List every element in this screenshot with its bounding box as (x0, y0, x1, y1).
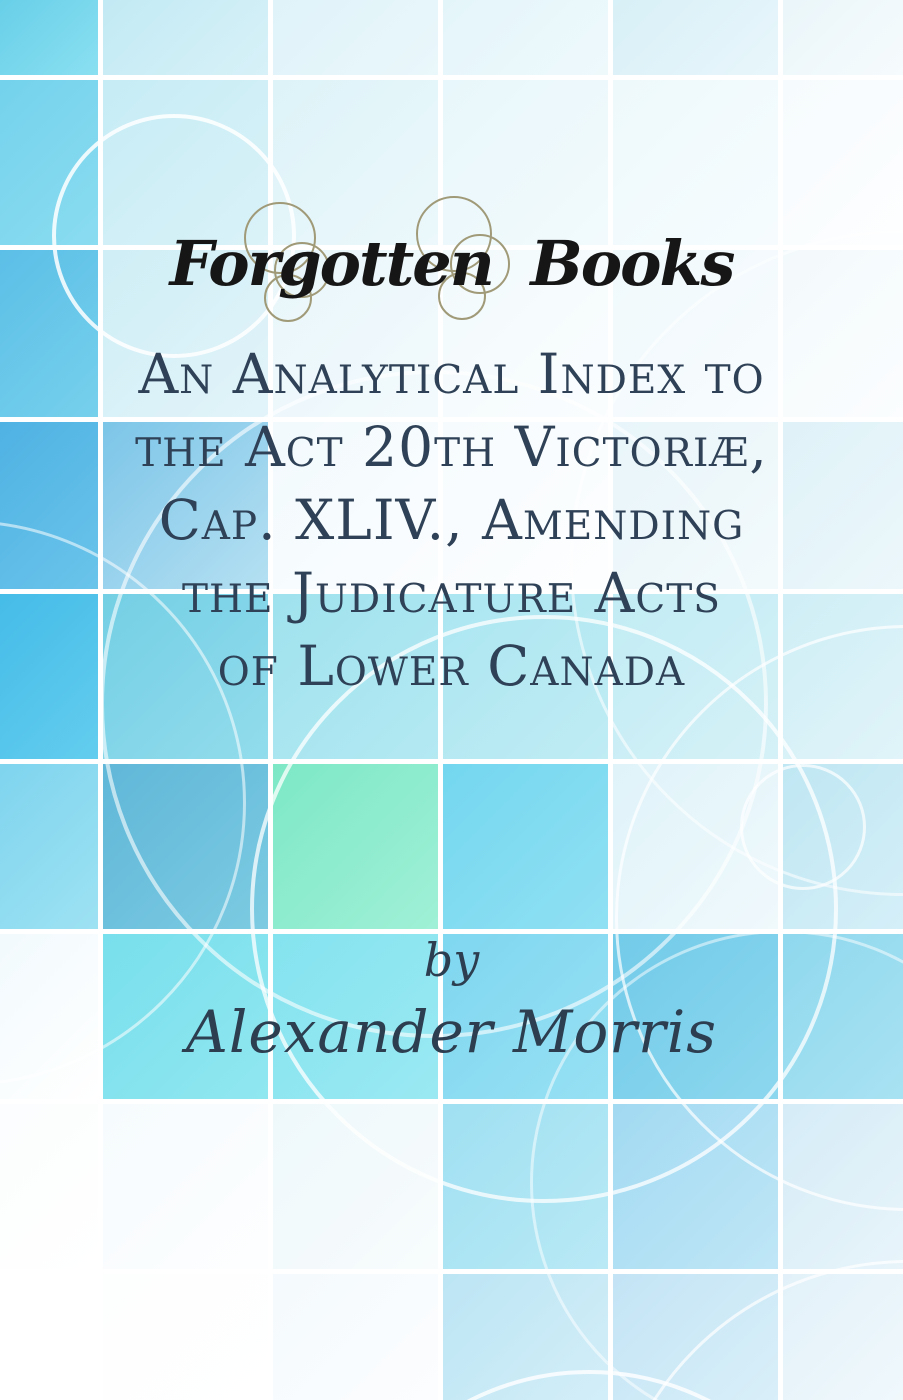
author-name: Alexander Morris (185, 998, 718, 1066)
book-title (50, 338, 853, 703)
title-line: of Lower Canada (217, 634, 686, 698)
title-line: the Judicature Acts (182, 561, 721, 625)
title-line: the Act 20th Victoriæ, (135, 415, 768, 479)
publisher-logo: Forgotten Books (169, 227, 734, 300)
byline: by (423, 933, 480, 987)
title-line: An Analytical Index to (138, 342, 765, 406)
title-line: Cap. XLIV., Amending (158, 488, 745, 552)
author-block (0, 925, 903, 1069)
